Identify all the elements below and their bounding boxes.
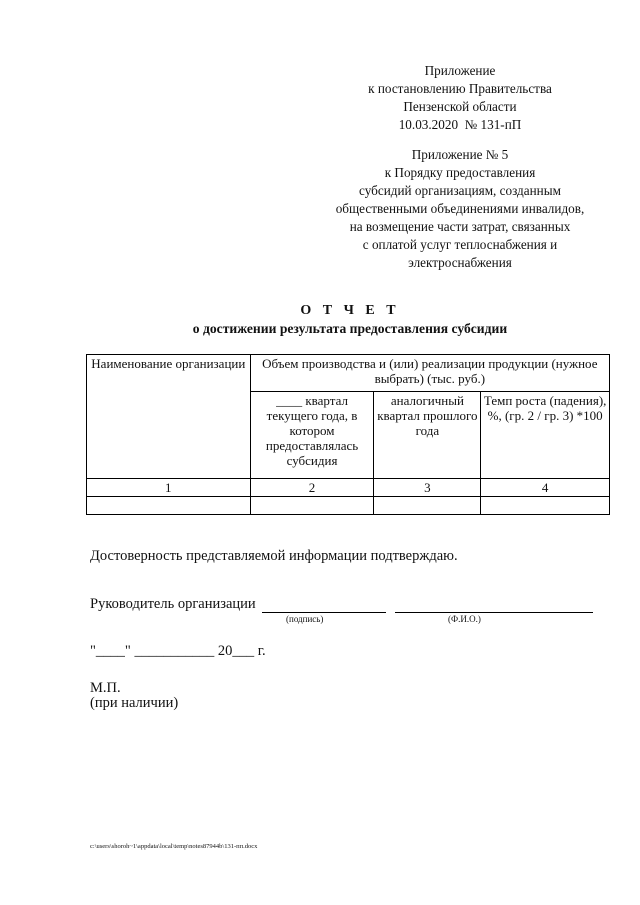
confirmation-text: Достоверность представляемой информации подтверждаю. <box>90 548 458 564</box>
table-cell <box>481 497 610 515</box>
order-line: на возмещение части затрат, связанных <box>349 219 571 234</box>
appendix-line: Пензенской области <box>403 99 517 114</box>
report-table <box>86 354 610 515</box>
file-path: c:\users\shoroh~1\appdata\local\temp\notes87944b\131-пп.docx <box>90 843 258 850</box>
report-subtitle: о достижении результата предоставления субсидии <box>192 321 508 336</box>
column-number: 2 <box>250 479 374 497</box>
column-number: 4 <box>481 479 610 497</box>
order-line: общественными объединениями инвалидов, <box>335 201 585 216</box>
header-previous-quarter: аналогичный квартал прошлого года <box>374 392 481 479</box>
column-number: 3 <box>374 479 481 497</box>
report-title: О Т Ч Е Т <box>300 303 400 318</box>
head-signature-line <box>90 596 593 613</box>
column-numbers-row <box>87 479 610 497</box>
order-line: с оплатой услуг теплоснабжения и <box>362 237 558 252</box>
appendix-line: к постановлению Правительства <box>368 81 552 96</box>
table-cell <box>87 497 251 515</box>
column-number: 1 <box>87 479 251 497</box>
order-line: субсидий организациям, созданным <box>359 183 561 198</box>
table-cell <box>250 497 374 515</box>
signature-caption: (подпись) <box>286 614 324 624</box>
order-line: к Порядку предоставления <box>384 165 536 180</box>
signature-blank <box>262 598 386 613</box>
appendix-header <box>310 62 610 134</box>
table-cell <box>374 497 481 515</box>
order-line: электроснабжения <box>408 255 512 270</box>
date-line: "____" ___________ 20___ г. <box>90 643 266 659</box>
order-line: Приложение № 5 <box>411 147 509 162</box>
head-label: Руководитель организации <box>90 596 256 612</box>
name-caption: (Ф.И.О.) <box>448 614 481 624</box>
header-current-quarter: ____ квартал текущего года, в котором предоставлялась субсидия <box>250 392 374 479</box>
header-organization-name: Наименование организации <box>87 355 251 479</box>
table-row <box>87 497 610 515</box>
stamp-place-label: М.П. <box>90 680 121 696</box>
order-appendix-header <box>310 146 610 272</box>
stamp-note: (при наличии) <box>90 695 179 711</box>
header-growth-rate: Темп роста (падения), %, (гр. 2 / гр. 3) *100 <box>481 392 610 479</box>
appendix-line: 10.03.2020 № 131-пП <box>398 117 522 132</box>
name-blank <box>395 598 593 613</box>
appendix-line: Приложение <box>424 63 496 78</box>
header-production-volume: Объем производства и (или) реализации продукции (нужное выбрать) (тыс. руб.) <box>250 355 609 392</box>
